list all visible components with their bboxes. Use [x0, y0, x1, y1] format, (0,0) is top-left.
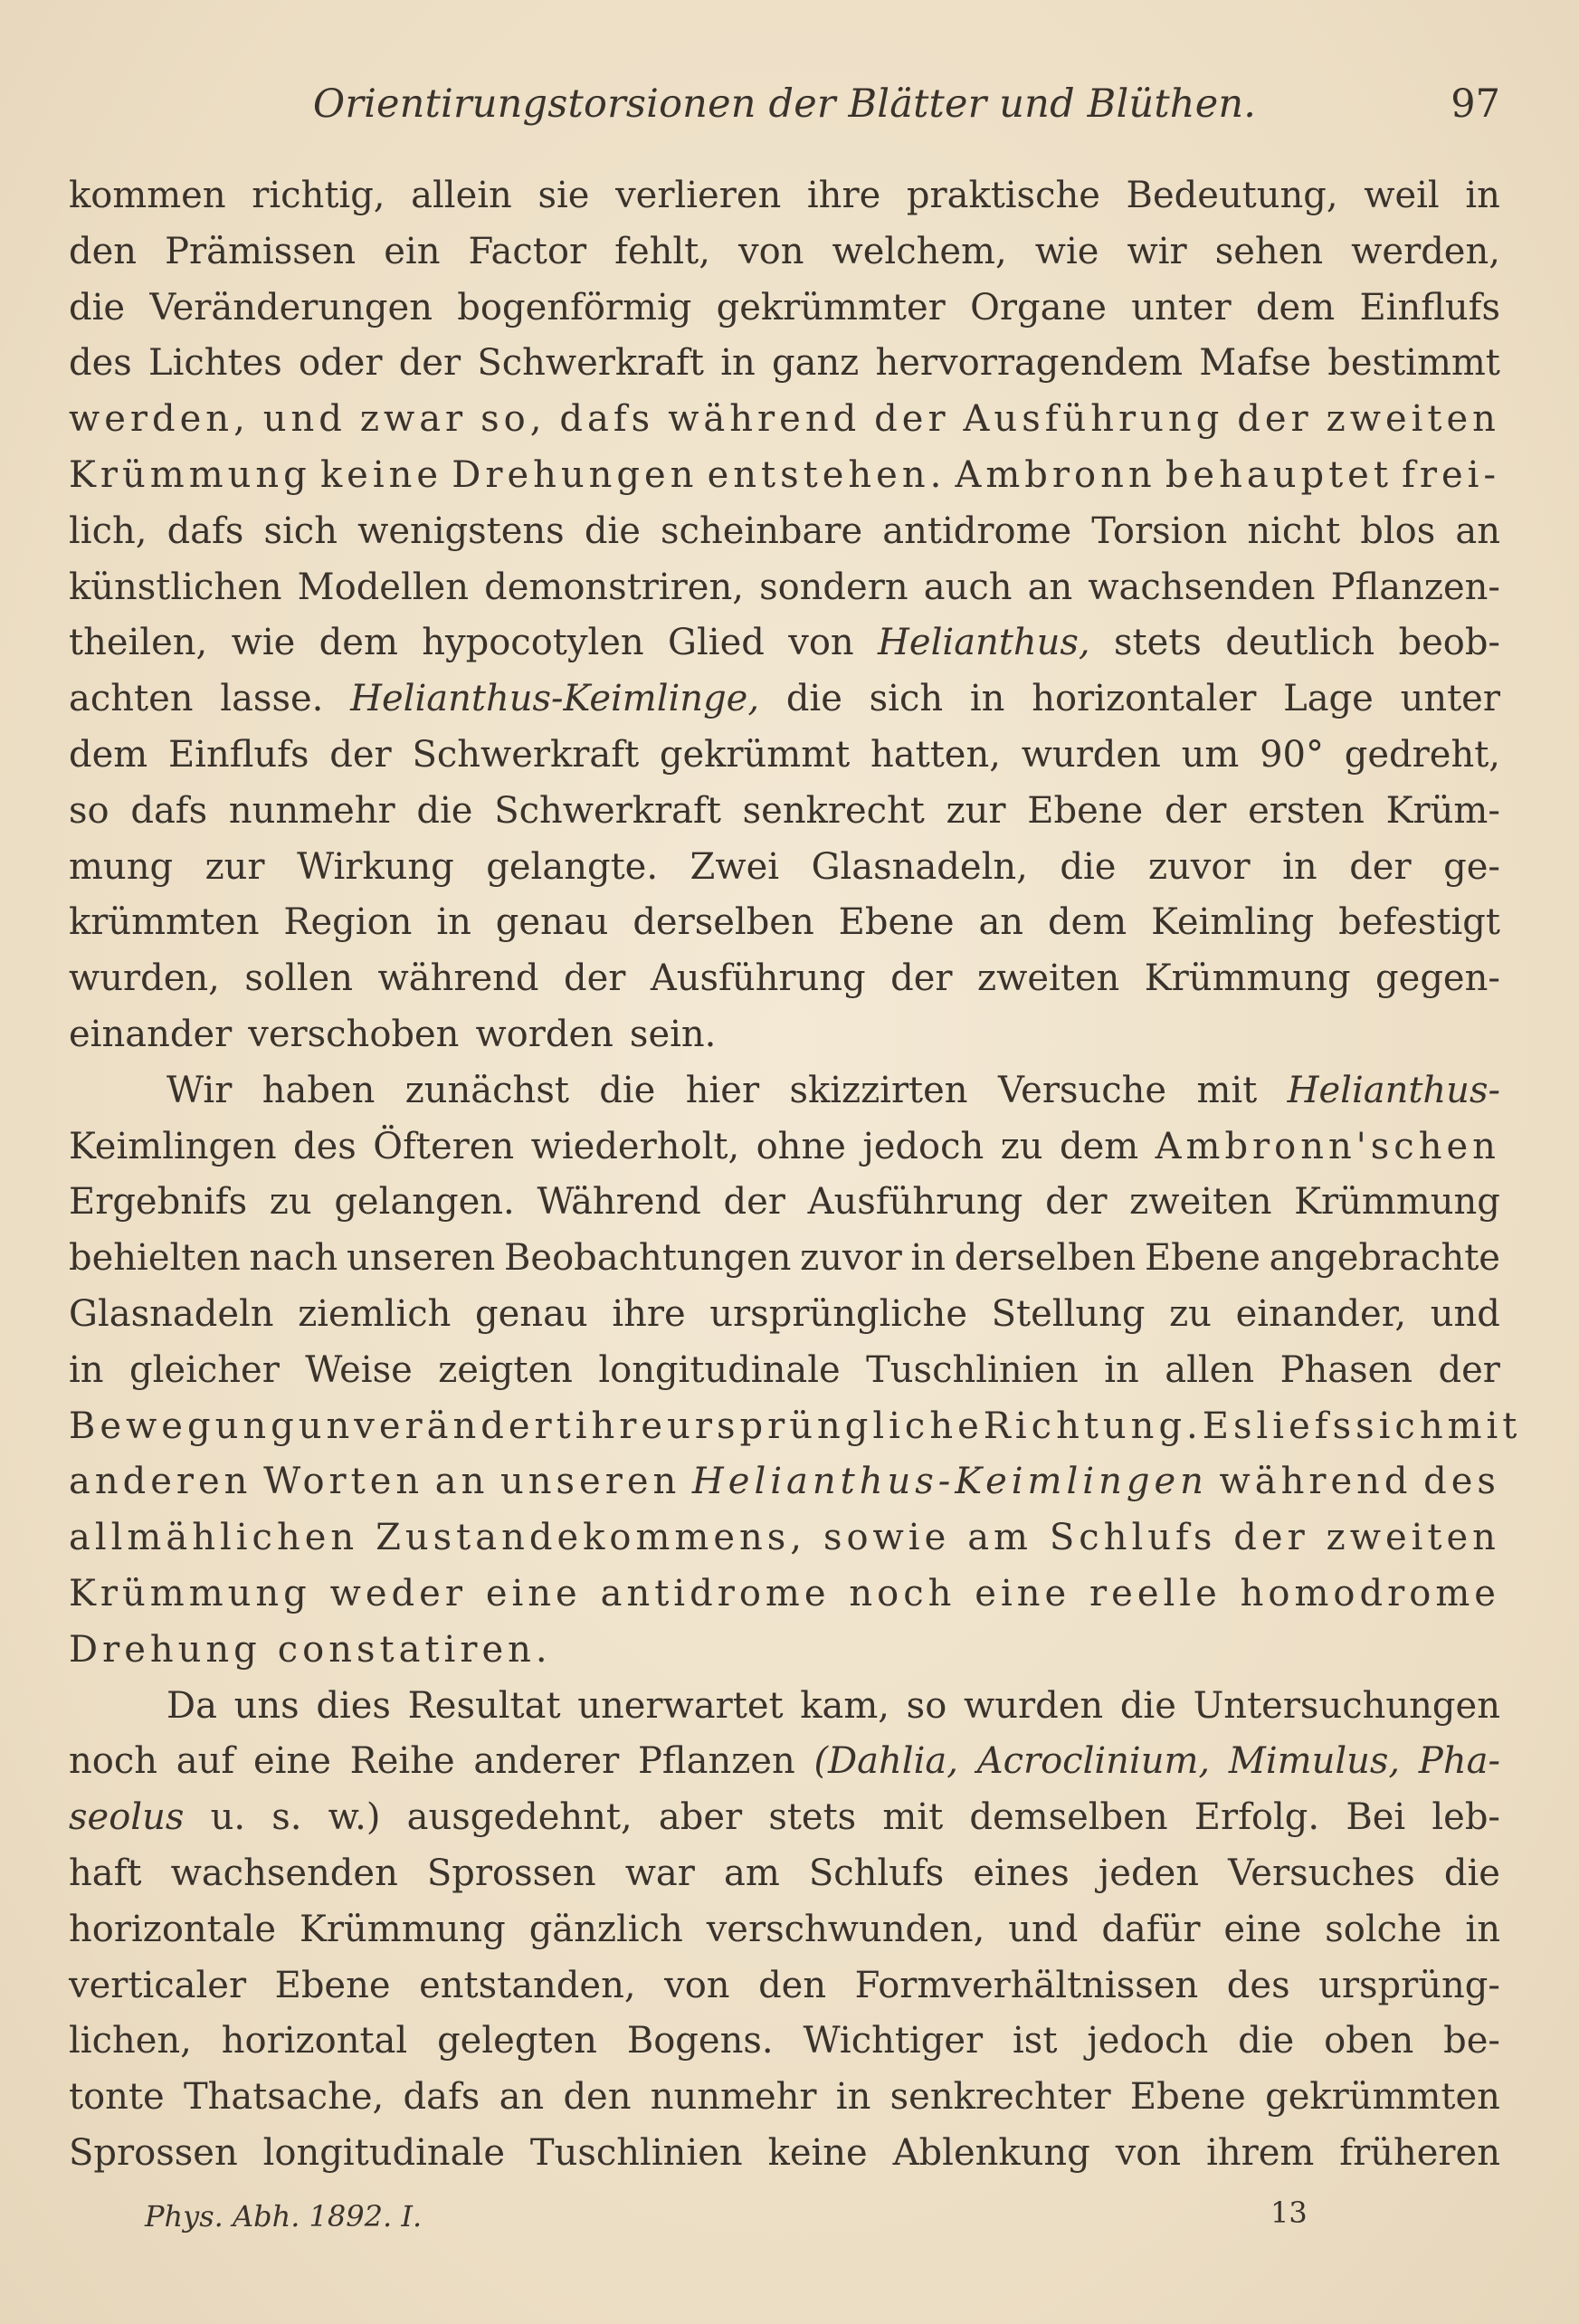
- text-line: behielten nach unseren Beobachtungen zuvor in derselben Ebene angebrachte: [69, 1237, 1500, 1280]
- page-number: 97: [1451, 81, 1500, 127]
- text-line: verticaler Ebene entstanden, von den Formverhältnissen des ursprüng-: [69, 1964, 1500, 2006]
- text-line: haft wachsenden Sprossen war am Schlufs eines jeden Versuches die: [69, 1852, 1500, 1894]
- text-line: künstlichen Modellen demonstriren, sondern auch an wachsenden Pflanzen-: [69, 566, 1500, 608]
- text-line: tonte Thatsache, dafs an den nunmehr in senkrechter Ebene gekrümmten: [69, 2076, 1500, 2119]
- text-line: Krümmung keine Drehungen entstehen. Ambronn behauptet frei-: [69, 453, 1500, 496]
- text-line: Glasnadeln ziemlich genau ihre ursprüngliche Stellung zu einander, und: [69, 1292, 1500, 1335]
- text-line: Keimlingen des Öfteren wiederholt, ohne jedoch zu dem Ambronn'schen: [69, 1125, 1500, 1167]
- text-line: mung zur Wirkung gelangte. Zwei Glasnadeln, die zuvor in der ge-: [69, 845, 1500, 888]
- text-line: des Lichtes oder der Schwerkraft in ganz hervorragendem Mafse bestimmt: [69, 342, 1500, 385]
- text-line: horizontale Krümmung gänzlich verschwunden, und dafür eine solche in: [69, 1908, 1500, 1950]
- text-line: lich, dafs sich wenigstens die scheinbare antidrome Torsion nicht blos an: [69, 510, 1500, 552]
- text-line: allmählichen Zustandekommens, sowie am Schlufs der zweiten: [69, 1517, 1500, 1559]
- text-line: Da uns dies Resultat unerwartet kam, so wurden die Untersuchungen: [166, 1684, 1500, 1727]
- text-line: kommen richtig, allein sie verlieren ihre praktische Bedeutung, weil in: [69, 175, 1500, 216]
- text-line: die Veränderungen bogenförmig gekrümmter Organe unter dem Einflufs: [69, 286, 1500, 329]
- page-footer: [145, 2195, 1321, 2244]
- text-line: in gleicher Weise zeigten longitudinale Tuschlinien in allen Phasen der: [69, 1348, 1500, 1391]
- text-line: krümmten Region in genau derselben Ebene an dem Keimling befestigt: [69, 901, 1500, 944]
- text-line: Bewegung unverändert ihre ursprüngliche Richtung. Es liefs sich mit: [69, 1405, 1522, 1447]
- text-line: lichen, horizontal gelegten Bogens. Wichtiger ist jedoch die oben be-: [69, 2020, 1500, 2062]
- footer-source: Phys. Abh. 1892. I.: [145, 2199, 423, 2234]
- text-line: Sprossen longitudinale Tuschlinien keine Ablenkung von ihrem früheren: [69, 2131, 1500, 2174]
- text-line: Krümmung weder eine antidrome noch eine reelle homodrome: [69, 1572, 1500, 1614]
- text-line: Drehung constatiren.: [69, 1628, 552, 1671]
- text-line: so dafs nunmehr die Schwerkraft senkrecht zur Ebene der ersten Krüm-: [69, 789, 1500, 832]
- running-title: Orientirungstorsionen der Blätter und Blüthen.: [312, 81, 1257, 127]
- text-line: werden, und zwar so, dafs während der Ausführung der zweiten: [69, 398, 1500, 441]
- text-line: Wir haben zunächst die hier skizzirten Versuche mit Helianthus-: [166, 1069, 1500, 1111]
- text-line: seolus u. s. w.) ausgedehnt, aber stets mit demselben Erfolg. Bei leb-: [69, 1796, 1500, 1839]
- text-line: Ergebnifs zu gelangen. Während der Ausführung der zweiten Krümmung: [69, 1181, 1500, 1224]
- text-line: achten lasse. Helianthus-Keimlinge, die sich in horizontaler Lage unter: [69, 678, 1500, 720]
- body-text: [69, 168, 1522, 2182]
- text-line: anderen Worten an unseren Helianthus-Keimlingen während des: [69, 1461, 1500, 1503]
- signature-mark: 13: [1270, 2195, 1308, 2230]
- text-line: dem Einflufs der Schwerkraft gekrümmt hatten, wurden um 90° gedreht,: [69, 733, 1500, 776]
- text-line: theilen, wie dem hypocotylen Glied von Helianthus, stets deutlich beob-: [69, 622, 1500, 664]
- running-header: [69, 78, 1500, 132]
- text-line: wurden, sollen während der Ausführung der zweiten Krümmung gegen-: [69, 957, 1500, 1000]
- text-line: noch auf eine Reihe anderer Pflanzen (Dahlia, Acroclinium, Mimulus, Pha-: [69, 1740, 1500, 1783]
- text-line: den Prämissen ein Factor fehlt, von welchem, wie wir sehen werden,: [69, 230, 1500, 272]
- text-line: einander verschoben worden sein.: [69, 1013, 717, 1055]
